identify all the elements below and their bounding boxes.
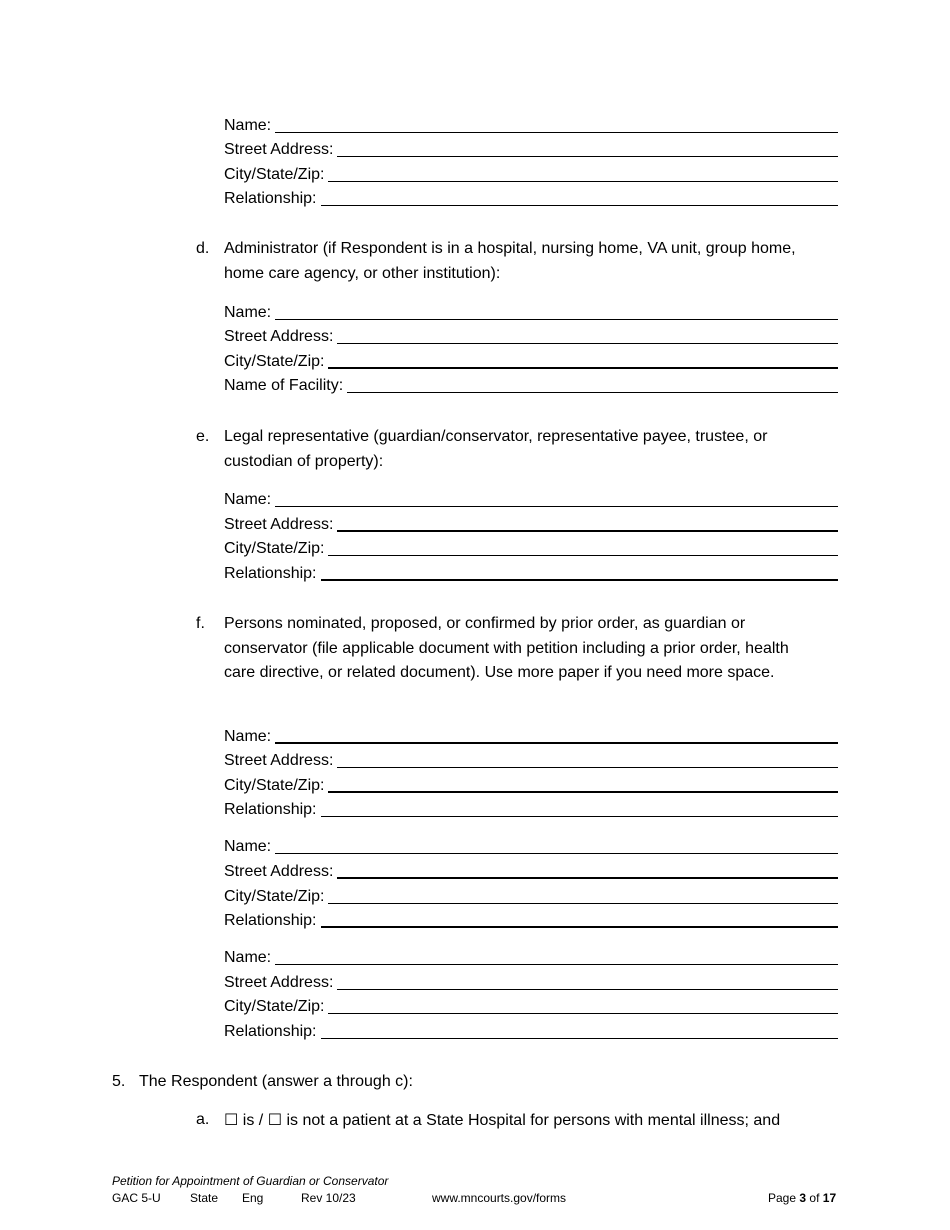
footer-website: www.mncourts.gov/forms xyxy=(432,1191,567,1205)
field-label: Street Address: xyxy=(224,141,334,158)
relationship-field[interactable] xyxy=(224,796,838,820)
name-line[interactable] xyxy=(275,834,838,854)
street-address-line[interactable] xyxy=(337,324,838,344)
page-of: of xyxy=(809,1191,820,1205)
field-label: City/State/Zip: xyxy=(224,540,325,557)
field-label: Relationship: xyxy=(224,912,317,929)
field-label: Street Address: xyxy=(224,974,334,991)
field-label: Relationship: xyxy=(224,1023,317,1040)
street-address-line[interactable] xyxy=(337,970,838,990)
field-label: Street Address: xyxy=(224,752,334,769)
relationship-line[interactable] xyxy=(321,1019,839,1039)
section-f-marker: f. xyxy=(196,615,205,632)
field-label: Name: xyxy=(224,728,272,745)
item-5-number: 5. xyxy=(112,1073,126,1090)
footer-revision: Rev 10/23 xyxy=(301,1191,356,1205)
footer-page-number xyxy=(768,1190,836,1206)
field-label: Relationship: xyxy=(224,190,317,207)
city-state-zip-line[interactable] xyxy=(328,162,838,182)
facility-name-field[interactable] xyxy=(224,372,838,396)
field-label: Relationship: xyxy=(224,565,317,582)
field-label: Street Address: xyxy=(224,516,334,533)
city-state-zip-line[interactable] xyxy=(328,536,838,556)
name-line[interactable] xyxy=(275,723,838,744)
section-f-text: Persons nominated, proposed, or confirmed by prior order, as guardian or conservator (file applicable document with petition including a prior order, health care directive, or related document). Use more paper if you need more space. xyxy=(224,615,789,681)
field-label: Name of Facility: xyxy=(224,377,344,394)
name-field[interactable] xyxy=(224,486,838,510)
field-label: Relationship: xyxy=(224,801,317,818)
city-state-zip-field[interactable] xyxy=(224,993,838,1017)
city-state-zip-field[interactable] xyxy=(224,883,838,907)
field-label: Name: xyxy=(224,117,272,134)
page-current: 3 xyxy=(799,1191,807,1205)
item-5a-line xyxy=(224,1108,780,1133)
footer-language: Eng xyxy=(242,1191,264,1205)
field-label: City/State/Zip: xyxy=(224,353,325,370)
street-address-field[interactable] xyxy=(224,969,838,993)
is-checkbox[interactable]: ☐ xyxy=(224,1110,239,1129)
section-d-marker: d. xyxy=(196,240,210,257)
relationship-field[interactable] xyxy=(224,560,838,584)
name-line[interactable] xyxy=(275,487,838,507)
footer-state: State xyxy=(190,1191,219,1205)
footer-form-code: GAC 5-U xyxy=(112,1191,161,1205)
field-label: City/State/Zip: xyxy=(224,166,325,183)
street-address-line[interactable] xyxy=(337,511,838,532)
field-label: Name: xyxy=(224,304,272,321)
street-address-field[interactable] xyxy=(224,136,838,160)
street-address-line[interactable] xyxy=(337,137,838,157)
section-e-text: Legal representative (guardian/conservator, representative payee, trustee, or custodian of property): xyxy=(224,428,768,470)
field-label: Name: xyxy=(224,491,272,508)
street-address-field[interactable] xyxy=(224,747,838,771)
street-address-line[interactable] xyxy=(337,858,838,879)
page-prefix: Page xyxy=(768,1191,797,1205)
relationship-line[interactable] xyxy=(321,560,839,581)
footer-form-title: Petition for Appointment of Guardian or Conservator xyxy=(112,1174,389,1188)
is-option-label: is / xyxy=(242,1112,264,1129)
relationship-line[interactable] xyxy=(321,907,839,928)
name-field[interactable] xyxy=(224,944,838,968)
city-state-zip-field[interactable] xyxy=(224,772,838,796)
street-address-field[interactable] xyxy=(224,858,838,882)
relationship-field[interactable] xyxy=(224,1018,838,1042)
name-line[interactable] xyxy=(275,945,838,965)
section-d-text: Administrator (if Respondent is in a hospital, nursing home, VA unit, group home, home care agency, or other institution): xyxy=(224,240,796,282)
city-state-zip-field[interactable] xyxy=(224,348,838,372)
city-state-zip-line[interactable] xyxy=(328,772,838,793)
is-not-checkbox[interactable]: ☐ xyxy=(267,1110,283,1129)
item-5a-marker: a. xyxy=(196,1111,210,1128)
field-label: City/State/Zip: xyxy=(224,777,325,794)
facility-name-line[interactable] xyxy=(347,373,838,393)
name-field[interactable] xyxy=(224,299,838,323)
street-address-field[interactable] xyxy=(224,511,838,535)
city-state-zip-field[interactable] xyxy=(224,161,838,185)
name-field[interactable] xyxy=(224,833,838,857)
relationship-line[interactable] xyxy=(321,186,839,206)
street-address-line[interactable] xyxy=(337,748,838,768)
relationship-field[interactable] xyxy=(224,907,838,931)
field-label: Street Address: xyxy=(224,863,334,880)
item-5-text: The Respondent (answer a through c): xyxy=(139,1073,413,1090)
city-state-zip-line[interactable] xyxy=(328,884,838,904)
field-label: Name: xyxy=(224,949,272,966)
is-not-option-label: is not a patient at a State Hospital for persons with mental illness; and xyxy=(286,1112,781,1129)
field-label: Street Address: xyxy=(224,328,334,345)
city-state-zip-line[interactable] xyxy=(328,994,838,1014)
name-line[interactable] xyxy=(275,300,838,320)
relationship-line[interactable] xyxy=(321,797,839,817)
field-label: Name: xyxy=(224,838,272,855)
street-address-field[interactable] xyxy=(224,323,838,347)
name-field[interactable] xyxy=(224,723,838,747)
name-field[interactable] xyxy=(224,112,838,136)
city-state-zip-field[interactable] xyxy=(224,535,838,559)
field-label: City/State/Zip: xyxy=(224,888,325,905)
page-total: 17 xyxy=(822,1191,837,1205)
city-state-zip-line[interactable] xyxy=(328,348,838,369)
field-label: City/State/Zip: xyxy=(224,998,325,1015)
section-e-marker: e. xyxy=(196,428,210,445)
relationship-field[interactable] xyxy=(224,185,838,209)
name-line[interactable] xyxy=(275,113,838,133)
